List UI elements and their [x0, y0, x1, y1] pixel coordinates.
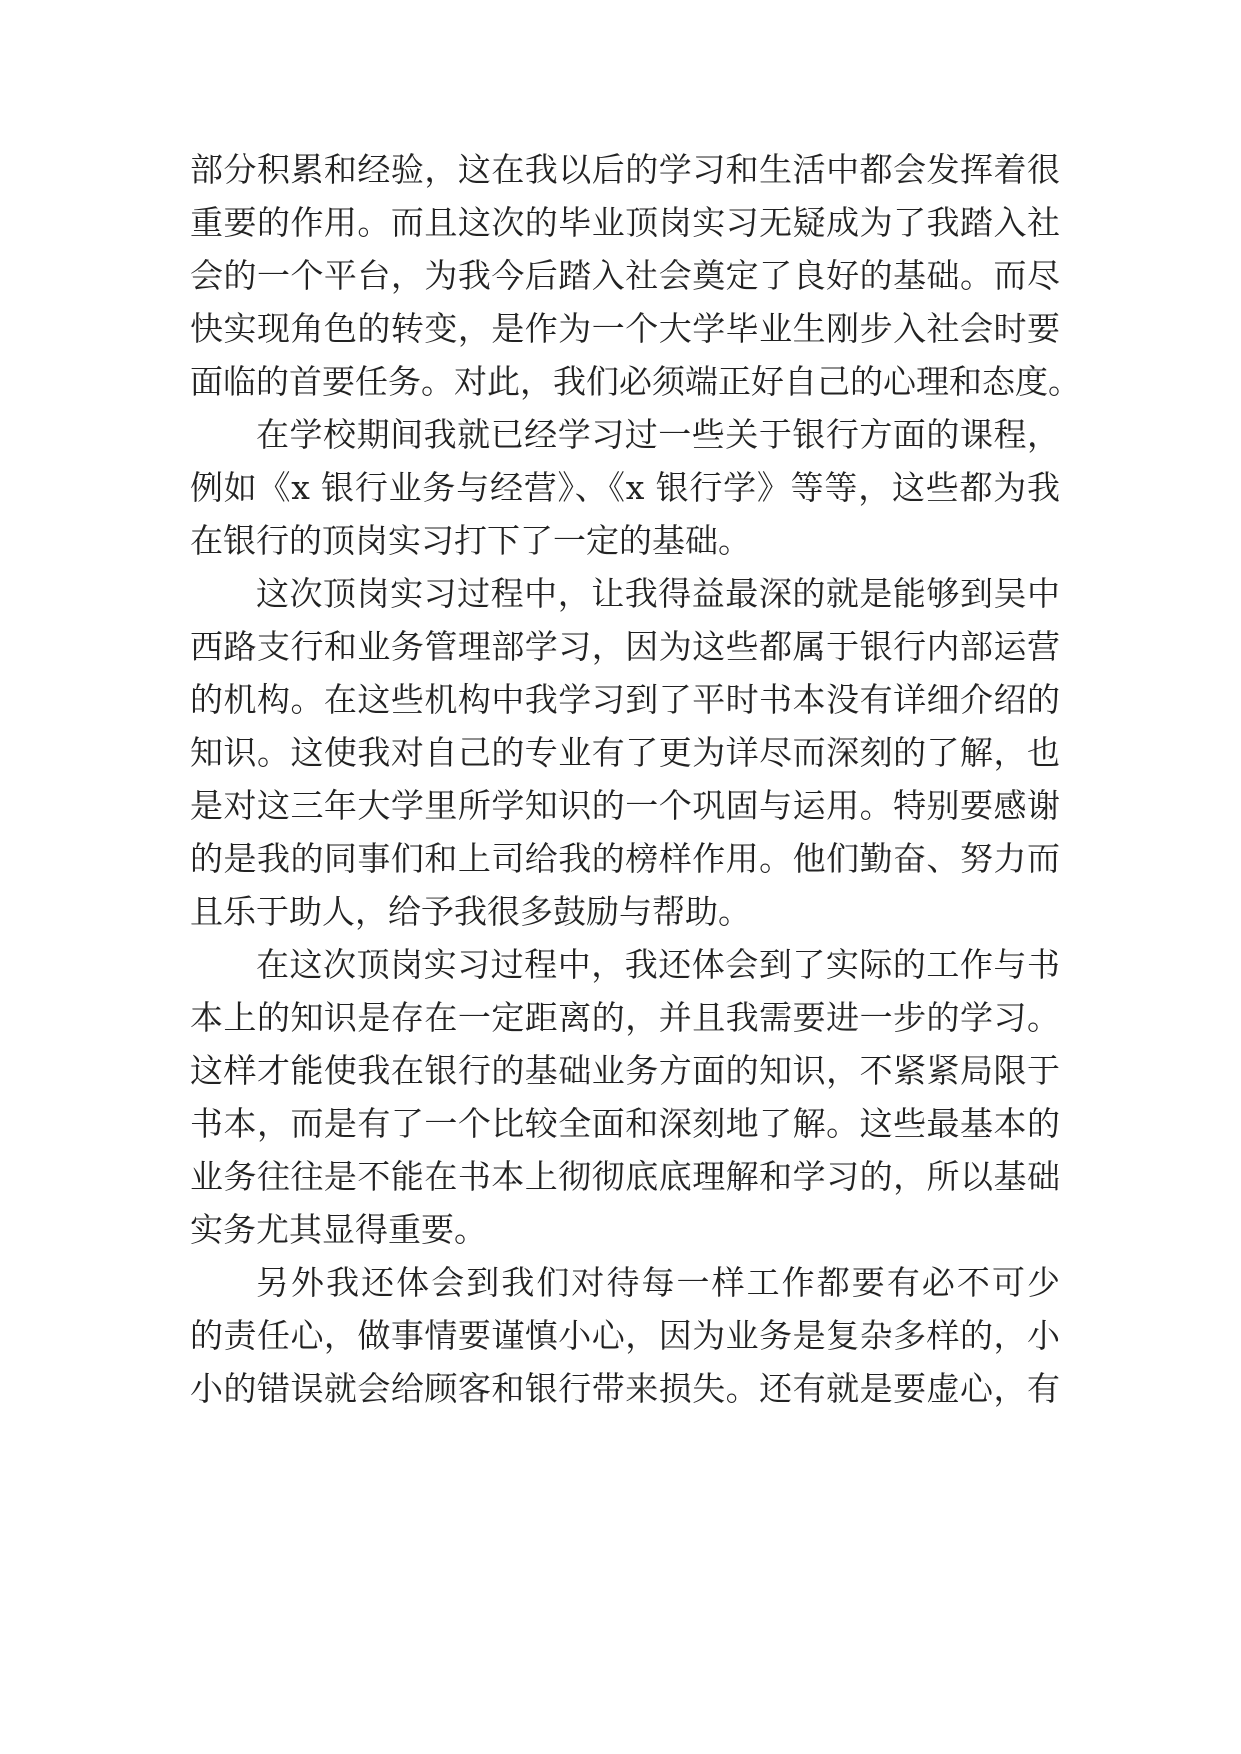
text-line: 会的一个平台，为我今后踏入社会奠定了良好的基础。而尽: [190, 256, 1060, 295]
text-line: 实务尤其显得重要。: [190, 1210, 487, 1249]
text-line: 的是我的同事们和上司给我的榜样作用。他们勤奋、努力而: [190, 839, 1060, 878]
paragraph-first-line: 另外我还体会到我们对待每一样工作都要有必不可少: [256, 1263, 1060, 1302]
text-line: 是对这三年大学里所学知识的一个巩固与运用。特别要感谢: [190, 786, 1060, 825]
text-line: 书本，而是有了一个比较全面和深刻地了解。这些最基本的: [190, 1104, 1060, 1143]
text-line: 的责任心，做事情要谨慎小心，因为业务是复杂多样的，小: [190, 1316, 1060, 1355]
text-line: 且乐于助人，给予我很多鼓励与帮助。: [190, 892, 751, 931]
text-line: 西路支行和业务管理部学习，因为这些都属于银行内部运营: [190, 627, 1060, 666]
text-line: 重要的作用。而且这次的毕业顶岗实习无疑成为了我踏入社: [190, 203, 1060, 242]
text-line: 部分积累和经验，这在我以后的学习和生活中都会发挥着很: [190, 150, 1060, 189]
paragraph-first-line: 在学校期间我就已经学习过一些关于银行方面的课程，: [256, 415, 1060, 454]
paragraph-first-line: 在这次顶岗实习过程中，我还体会到了实际的工作与书: [256, 945, 1060, 984]
paragraph-first-line: 这次顶岗实习过程中，让我得益最深的就是能够到吴中: [256, 574, 1060, 613]
text-line: 业务往往是不能在书本上彻彻底底理解和学习的，所以基础: [190, 1157, 1060, 1196]
text-line: 知识。这使我对自己的专业有了更为详尽而深刻的了解，也: [190, 733, 1060, 772]
text-line: 面临的首要任务。对此，我们必须端正好自己的心理和态度。: [190, 362, 1081, 401]
text-line: 快实现角色的转变，是作为一个大学毕业生刚步入社会时要: [190, 309, 1060, 348]
text-line: 例如《x 银行业务与经营》、《x 银行学》等等，这些都为我: [190, 468, 1060, 507]
text-line: 本上的知识是存在一定距离的，并且我需要进一步的学习。: [190, 998, 1060, 1037]
text-line: 的机构。在这些机构中我学习到了平时书本没有详细介绍的: [190, 680, 1060, 719]
text-line: 这样才能使我在银行的基础业务方面的知识，不紧紧局限于: [190, 1051, 1060, 1090]
text-line: 在银行的顶岗实习打下了一定的基础。: [190, 521, 751, 560]
text-line: 小的错误就会给顾客和银行带来损失。还有就是要虚心，有: [190, 1369, 1060, 1408]
